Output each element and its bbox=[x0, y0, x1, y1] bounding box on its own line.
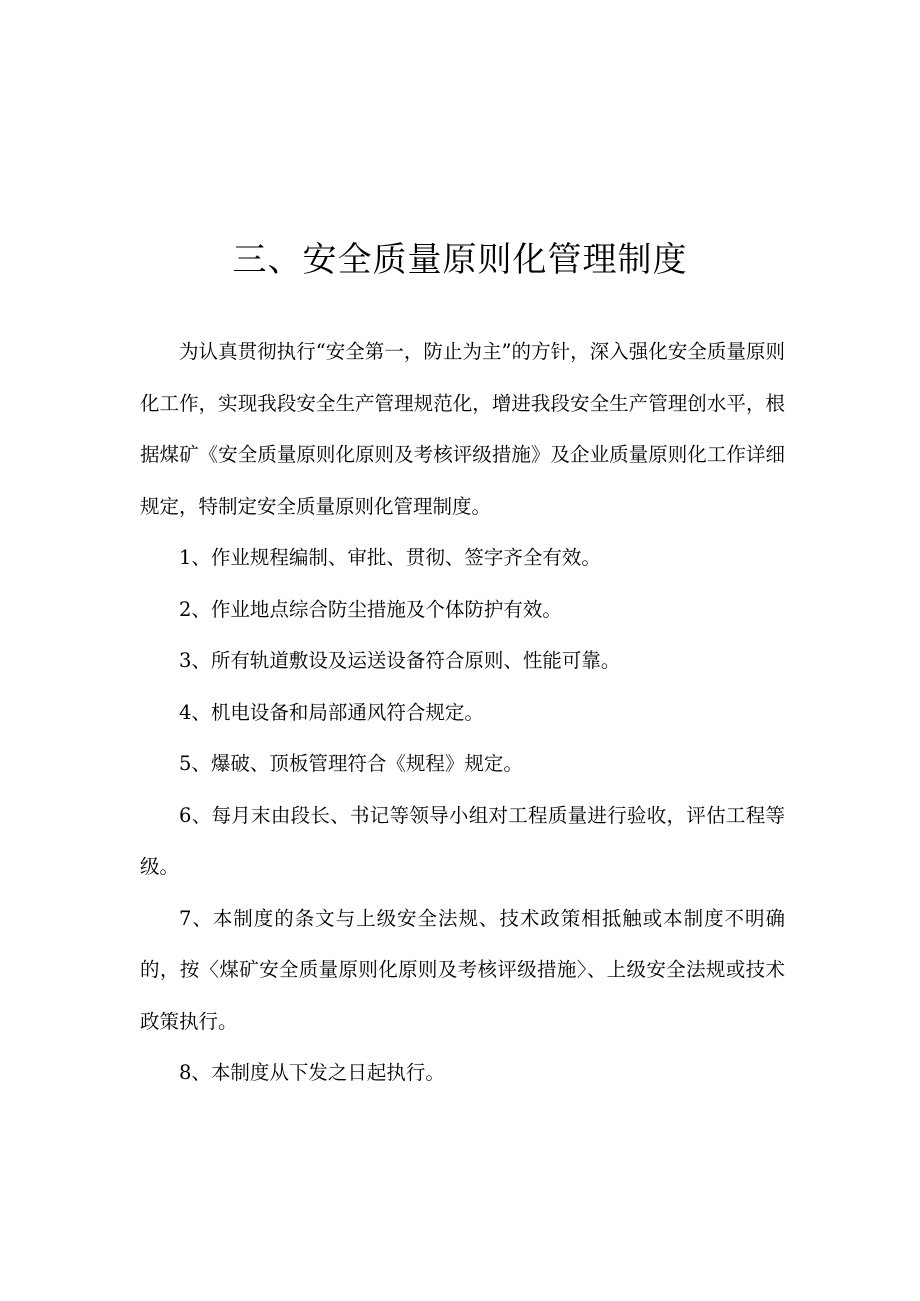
rule-item-1: 1、作业规程编制、审批、贯彻、签字齐全有效。 bbox=[179, 546, 601, 569]
rule-item-6: 6、每月末由段长、书记等领导小组对工程质量进行验收，评估工程等级。 bbox=[140, 803, 785, 878]
rule-item-4: 4、机电设备和局部通风符合规定。 bbox=[179, 700, 484, 724]
rule-item-8: 8、本制度从下发之日起执行。 bbox=[179, 1061, 445, 1084]
document-title: 三、安全质量原则化管理制度 bbox=[232, 240, 688, 280]
rule-item-2: 2、作业地点综合防尘措施及个体防护有效。 bbox=[179, 597, 562, 621]
intro-paragraph: 为认真贯彻执行“安全第一，防止为主”的方针，深入强化安全质量原则化工作，实现我段安全生产管理规范化，增进我段安全生产管理创水平，根据煤矿《安全质量原则化原则及考核评级措施》及企业质量原则化工作详细规定，特制定安全质量原则化管理制度。 bbox=[140, 340, 785, 518]
rule-item-7: 7、本制度的条文与上级安全法规、技术政策相抵触或本制度不明确的，按〈煤矿安全质量原则化原则及考核评级措施〉、上级安全法规或技术政策执行。 bbox=[140, 906, 785, 1033]
document-body bbox=[140, 326, 785, 1099]
rule-item-5: 5、爆破、顶板管理符合《规程》规定。 bbox=[179, 752, 523, 775]
rule-item-3: 3、所有轨道敷设及运送设备符合原则、性能可靠。 bbox=[179, 649, 621, 672]
